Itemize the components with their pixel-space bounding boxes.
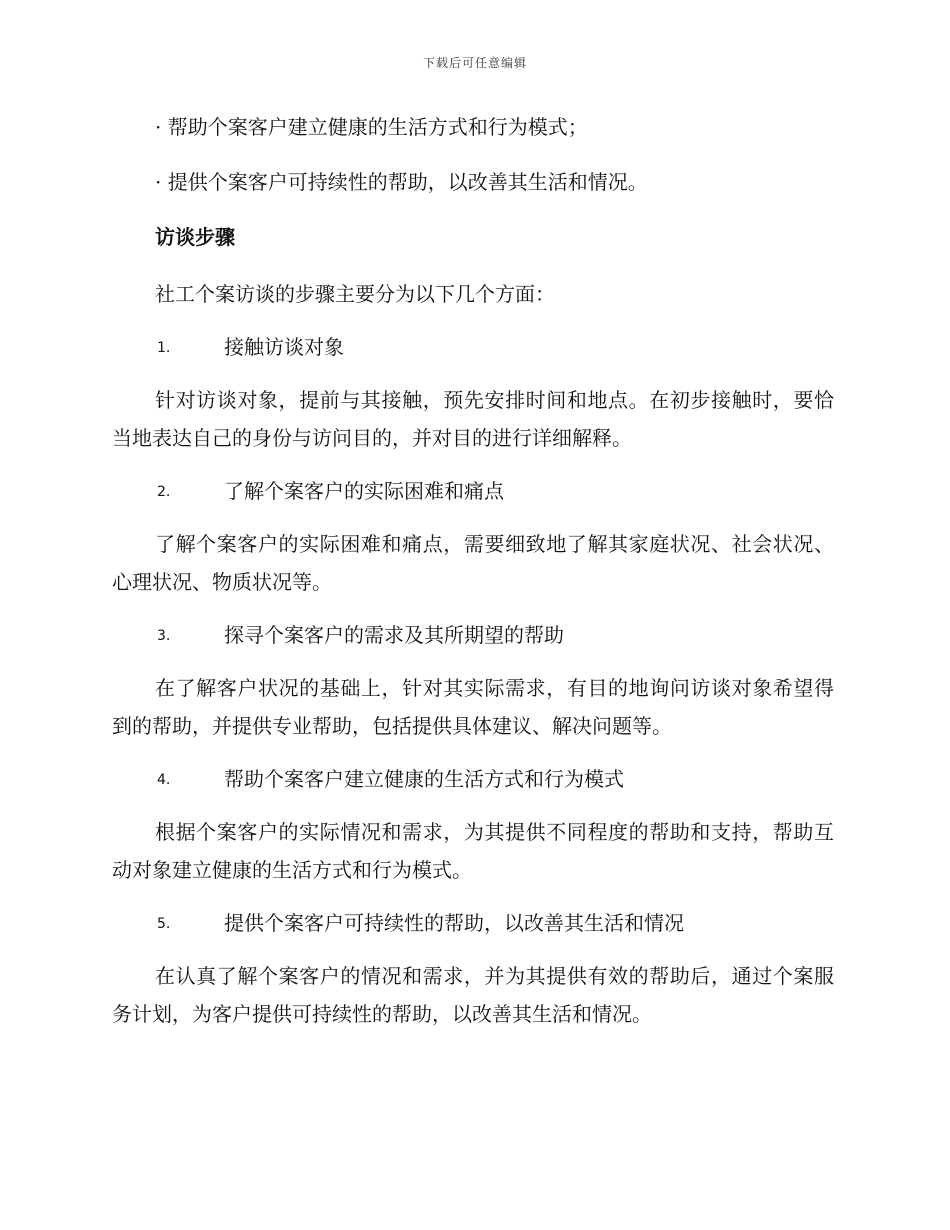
step-heading-5 <box>112 906 834 940</box>
step-body-3: 在了解客户状况的基础上，针对其实际需求，有目的地询问访谈对象希望得到的帮助，并提供专业帮助，包括提供具体建议、解决问题等。 <box>112 676 834 738</box>
step-title: 探寻个案客户的需求及其所期望的帮助 <box>224 623 564 647</box>
step-heading-2 <box>112 474 834 508</box>
step-number: 5. <box>157 916 171 932</box>
step-number: 4. <box>157 772 171 788</box>
step-title: 提供个案客户可持续性的帮助，以改善其生活和情况 <box>224 911 684 935</box>
section-intro: 社工个案访谈的步骤主要分为以下几个方面： <box>155 282 555 306</box>
step-number: 3. <box>157 628 171 644</box>
step-title: 接触访谈对象 <box>224 335 344 359</box>
bullet-item: · 提供个案客户可持续性的帮助，以改善其生活和情况。 <box>155 170 648 194</box>
step-number: 2. <box>157 484 171 500</box>
step-body-5: 在认真了解个案客户的情况和需求，并为其提供有效的帮助后，通过个案服务计划，为客户提供可持续性的帮助，以改善其生活和情况。 <box>112 964 834 1026</box>
page-header: 下载后可任意编辑 <box>422 56 527 70</box>
document-body <box>112 110 834 1050</box>
bullet-item: · 帮助个案客户建立健康的生活方式和行为模式； <box>155 115 588 139</box>
step-title: 了解个案客户的实际困难和痛点 <box>224 479 504 503</box>
step-title: 帮助个案客户建立健康的生活方式和行为模式 <box>224 767 624 791</box>
step-body-4: 根据个案客户的实际情况和需求，为其提供不同程度的帮助和支持，帮助互动对象建立健康的生活方式和行为模式。 <box>112 820 834 882</box>
step-body-1: 针对访谈对象，提前与其接触，预先安排时间和地点。在初步接触时，要恰当地表达自己的身份与访问目的，并对目的进行详细解释。 <box>112 388 834 450</box>
step-heading-3 <box>112 618 834 652</box>
section-heading: 访谈步骤 <box>155 225 235 249</box>
step-number: 1. <box>157 340 171 356</box>
step-heading-4 <box>112 762 834 796</box>
step-heading-1 <box>112 330 834 364</box>
step-body-2: 了解个案客户的实际困难和痛点，需要细致地了解其家庭状况、社会状况、心理状况、物质状况等。 <box>112 532 834 594</box>
